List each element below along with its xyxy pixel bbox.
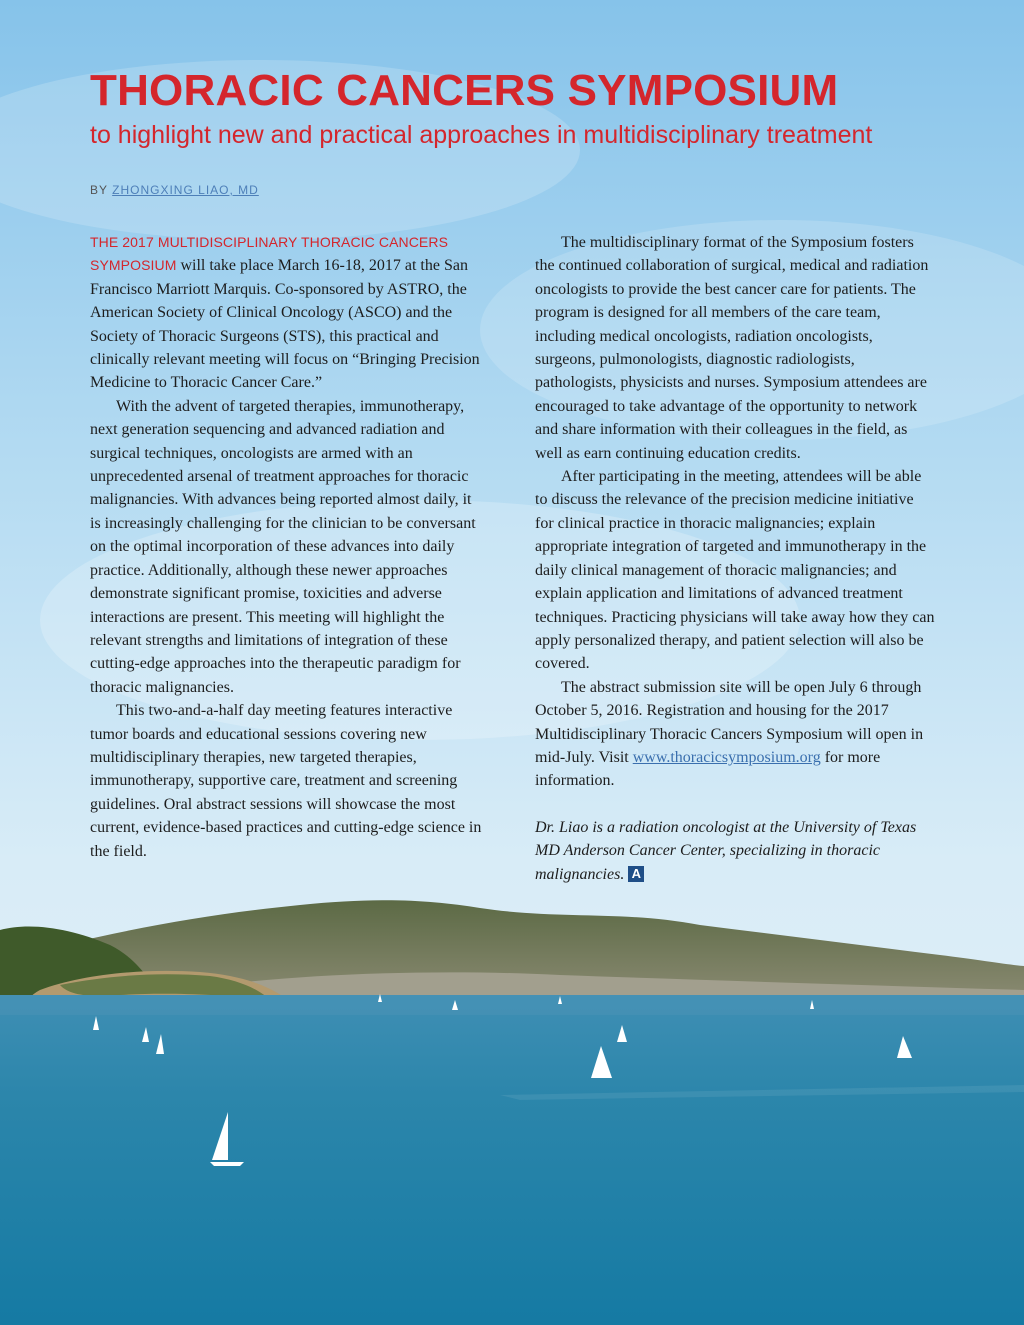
left-column: [90, 231, 486, 863]
left-paragraph-2: With the advent of targeted therapies, immunotherapy, next generation sequencing and advanced radiation and surgical techniques, oncologists are armed with an unprecedented arsenal of treatment approaches for thoracic malignancies. With advances being reported almost daily, it is increasingly challenging for the clinician to be conversant on the optimal incorporation of these advances into daily practice. Additionally, although these newer approaches demonstrate significant promise, toxicities and adverse interactions are present. This meeting will highlight the relevant strengths and limitations of integration of these cutting-edge approaches into the therapeutic paradigm for thoracic malignancies.: [90, 397, 476, 696]
right-paragraph-3-tail: for more information.: [535, 748, 881, 790]
author-link[interactable]: ZHONGXING LIAO, MD: [112, 183, 259, 197]
byline-prefix: BY: [90, 183, 108, 197]
right-paragraph-1: The multidisciplinary format of the Symposium fosters the continued collaboration of surgical, medical and radiation oncologists to provide the best cancer care for patients. The program is designed for all members of the care team, including medical oncologists, radiation oncologists, surgeons, pulmonologists, diagnostic radiologists, pathologists, physicists and nurses. Symposium attendees are encouraged to take advantage of the opportunity to network and share information with their colleagues in the field, as well as earn continuing education credits.: [535, 234, 929, 462]
right-column: [535, 231, 935, 886]
end-mark-icon: A: [628, 866, 644, 882]
left-paragraph-1-text: will take place March 16-18, 2017 at the San Francisco Marriott Marquis. Co-sponsored by ASTRO, the American Society of Clinical Oncology (ASCO) and the Society of Thoracic Surgeons (STS), this practical and clinically relevant meeting will focus on “Bringing Precision Medicine to Thoracic Cancer Care.”: [90, 257, 480, 392]
lead-in: THE 2017 MULTIDISCIPLINARY THORACIC CANCERS SYMPOSIUM: [90, 234, 449, 274]
author-bio-text: Dr. Liao is a radiation oncologist at the University of Texas MD Anderson Cancer Center, specializing in thoracic malignancies.: [535, 818, 917, 883]
right-paragraph-2: After participating in the meeting, attendees will be able to discuss the relevance of the precision medicine initiative for clinical practice in thoracic malignancies; explain appropriate integration of targeted and immunotherapy in the daily clinical management of thoracic malignancies; and explain application and limitations of advanced treatment techniques. Practicing physicians will take away how they can apply personalized therapy, and patient selection will also be covered.: [535, 468, 935, 673]
byline: [90, 183, 259, 197]
right-paragraph-3-text: The abstract submission site will be open July 6 through October 5, 2016. Registration and housing for the 2017 Multidisciplinary Thoracic Cancers Symposium will open in mid-July. Visit: [535, 678, 924, 766]
right-paragraph-3: [535, 676, 935, 793]
article-subtitle: to highlight new and practical approaches in multidisciplinary treatment: [90, 121, 873, 149]
left-paragraph-3: This two-and-a-half day meeting features interactive tumor boards and educational sessions covering new multidisciplinary therapies, new targeted therapies, immunotherapy, supportive care, treatment and screening guidelines. Oral abstract sessions will showcase the most current, evidence-based practices and cutting-edge science in the field.: [90, 702, 482, 860]
author-bio: [535, 816, 935, 886]
left-paragraph-1: [90, 231, 486, 395]
symposium-website-link[interactable]: www.thoracicsymposium.org: [632, 748, 821, 766]
article-title: THORACIC CANCERS SYMPOSIUM: [90, 66, 839, 115]
